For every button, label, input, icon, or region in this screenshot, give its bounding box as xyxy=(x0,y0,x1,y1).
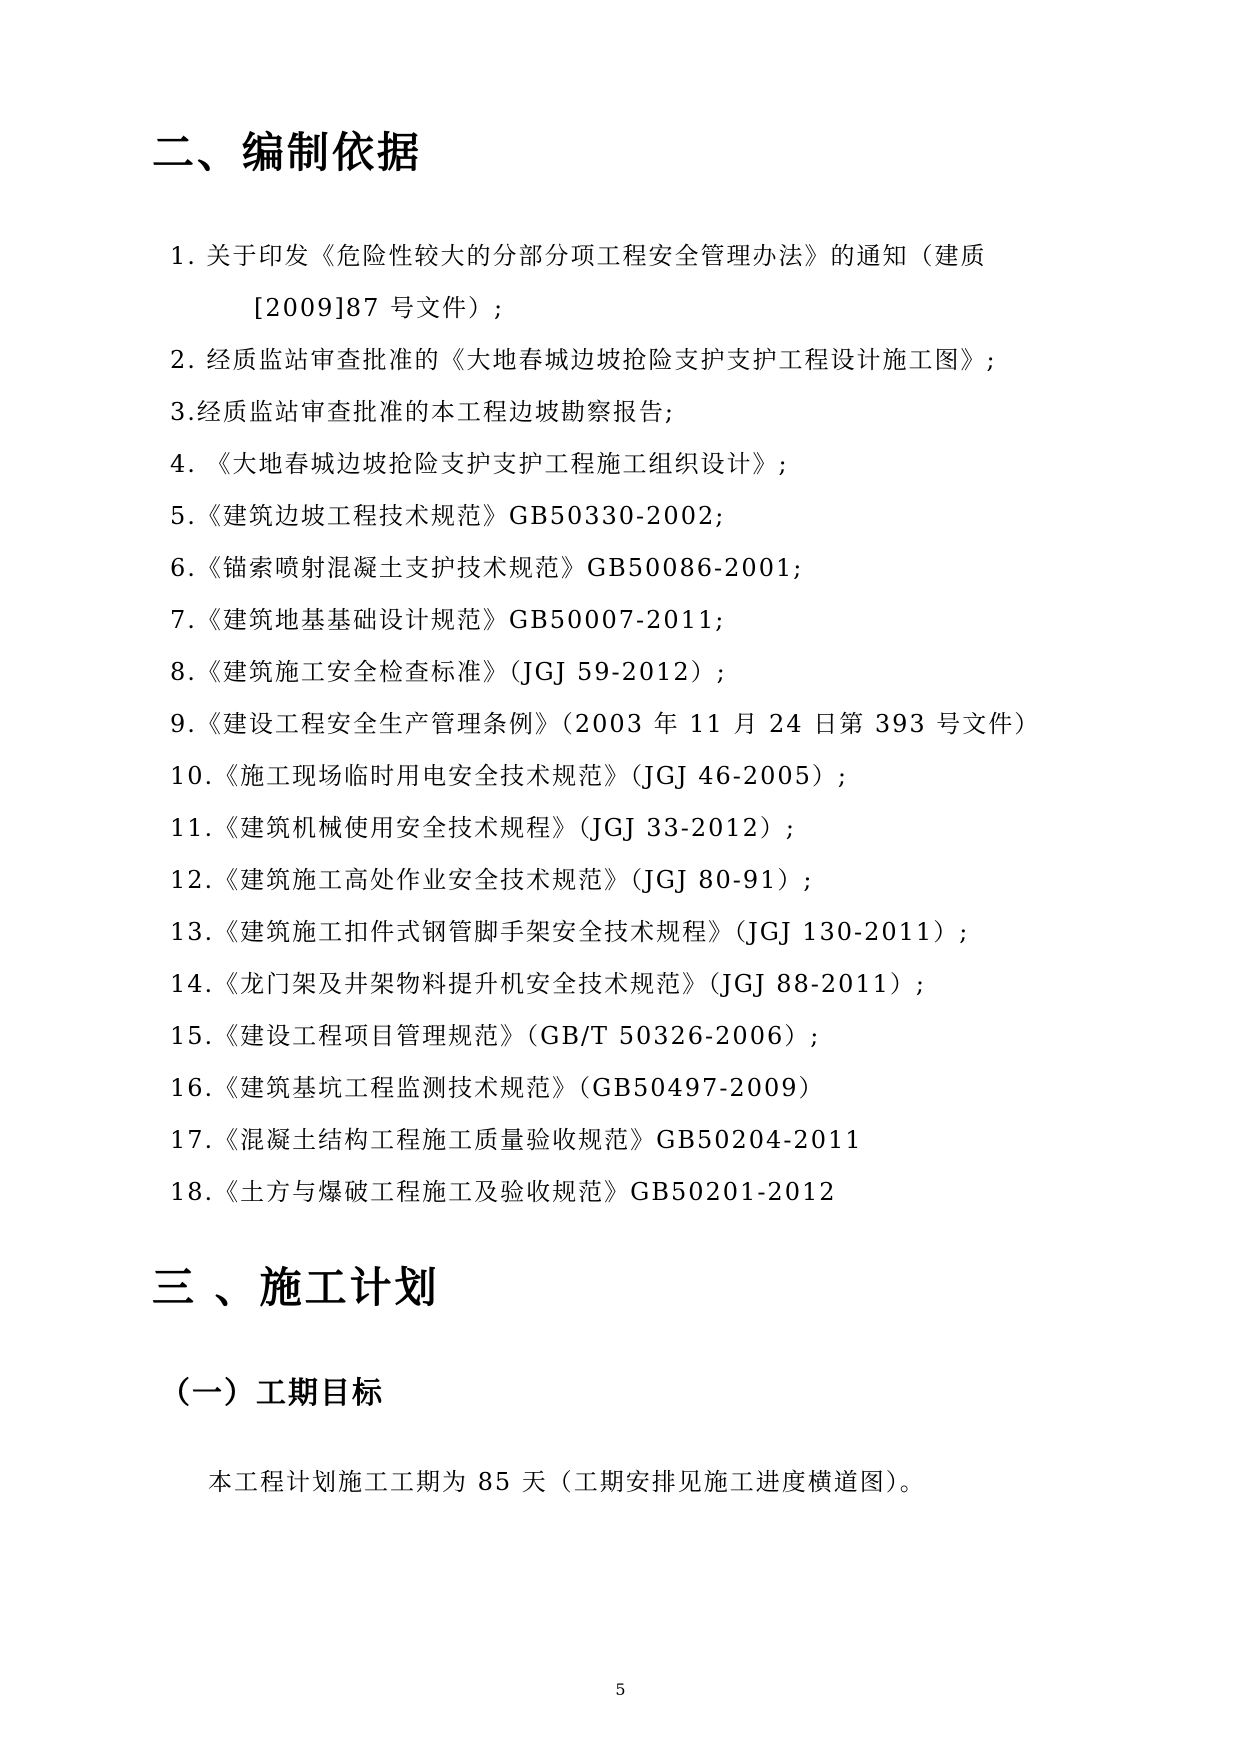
reference-item: 7.《建筑地基基础设计规范》GB50007-2011; xyxy=(170,606,726,634)
reference-item: 15.《建设工程项目管理规范》（GB/T 50326-2006）; xyxy=(170,1022,821,1050)
reference-item: 10.《施工现场临时用电安全技术规范》（JGJ 46-2005）; xyxy=(170,762,849,790)
subsection-heading-schedule-goal: （一）工期目标 xyxy=(160,1376,384,1411)
section-heading-basis: 二、编制依据 xyxy=(152,128,423,177)
reference-item: 3.经质监站审查批准的本工程边坡勘察报告; xyxy=(170,398,675,426)
reference-item: 11.《建筑机械使用安全技术规程》（JGJ 33-2012）; xyxy=(170,814,797,842)
reference-item: 18.《土方与爆破工程施工及验收规范》GB50201-2012 xyxy=(170,1178,837,1206)
reference-item: 2. 经质监站审查批准的《大地春城边坡抢险支护支护工程设计施工图》; xyxy=(170,346,997,374)
section-heading-plan: 三 、施工计划 xyxy=(152,1263,440,1312)
reference-item: 13.《建筑施工扣件式钢管脚手架安全技术规程》（JGJ 130-2011）; xyxy=(170,918,970,946)
reference-item: 5.《建筑边坡工程技术规范》GB50330-2002; xyxy=(170,502,726,530)
reference-item: 4. 《大地春城边坡抢险支护支护工程施工组织设计》; xyxy=(170,450,789,478)
page-number: 5 xyxy=(615,1680,626,1699)
reference-item-line: 1. 关于印发《危险性较大的分部分项工程安全管理办法》的通知（建质 xyxy=(170,242,987,270)
schedule-paragraph: 本工程计划施工工期为 85 天（工期安排见施工进度横道图）。 xyxy=(208,1468,926,1496)
reference-item: 9.《建设工程安全生产管理条例》（2003 年 11 月 24 日第 393 号文件） xyxy=(170,710,1041,738)
reference-item xyxy=(170,230,1130,334)
reference-list xyxy=(170,230,1130,1218)
reference-item: 6.《锚索喷射混凝土支护技术规范》GB50086-2001; xyxy=(170,554,804,582)
reference-item: 12.《建筑施工高处作业安全技术规范》（JGJ 80-91）; xyxy=(170,866,814,894)
reference-item-continuation: [2009]87 号文件）; xyxy=(254,294,505,322)
reference-item: 17.《混凝土结构工程施工质量验收规范》GB50204-2011 xyxy=(170,1126,863,1154)
reference-item: 16.《建筑基坑工程监测技术规范》（GB50497-2009） xyxy=(170,1074,825,1102)
reference-item: 14.《龙门架及井架物料提升机安全技术规范》（JGJ 88-2011）; xyxy=(170,970,927,998)
reference-item: 8.《建筑施工安全检查标准》（JGJ 59-2012）; xyxy=(170,658,727,686)
